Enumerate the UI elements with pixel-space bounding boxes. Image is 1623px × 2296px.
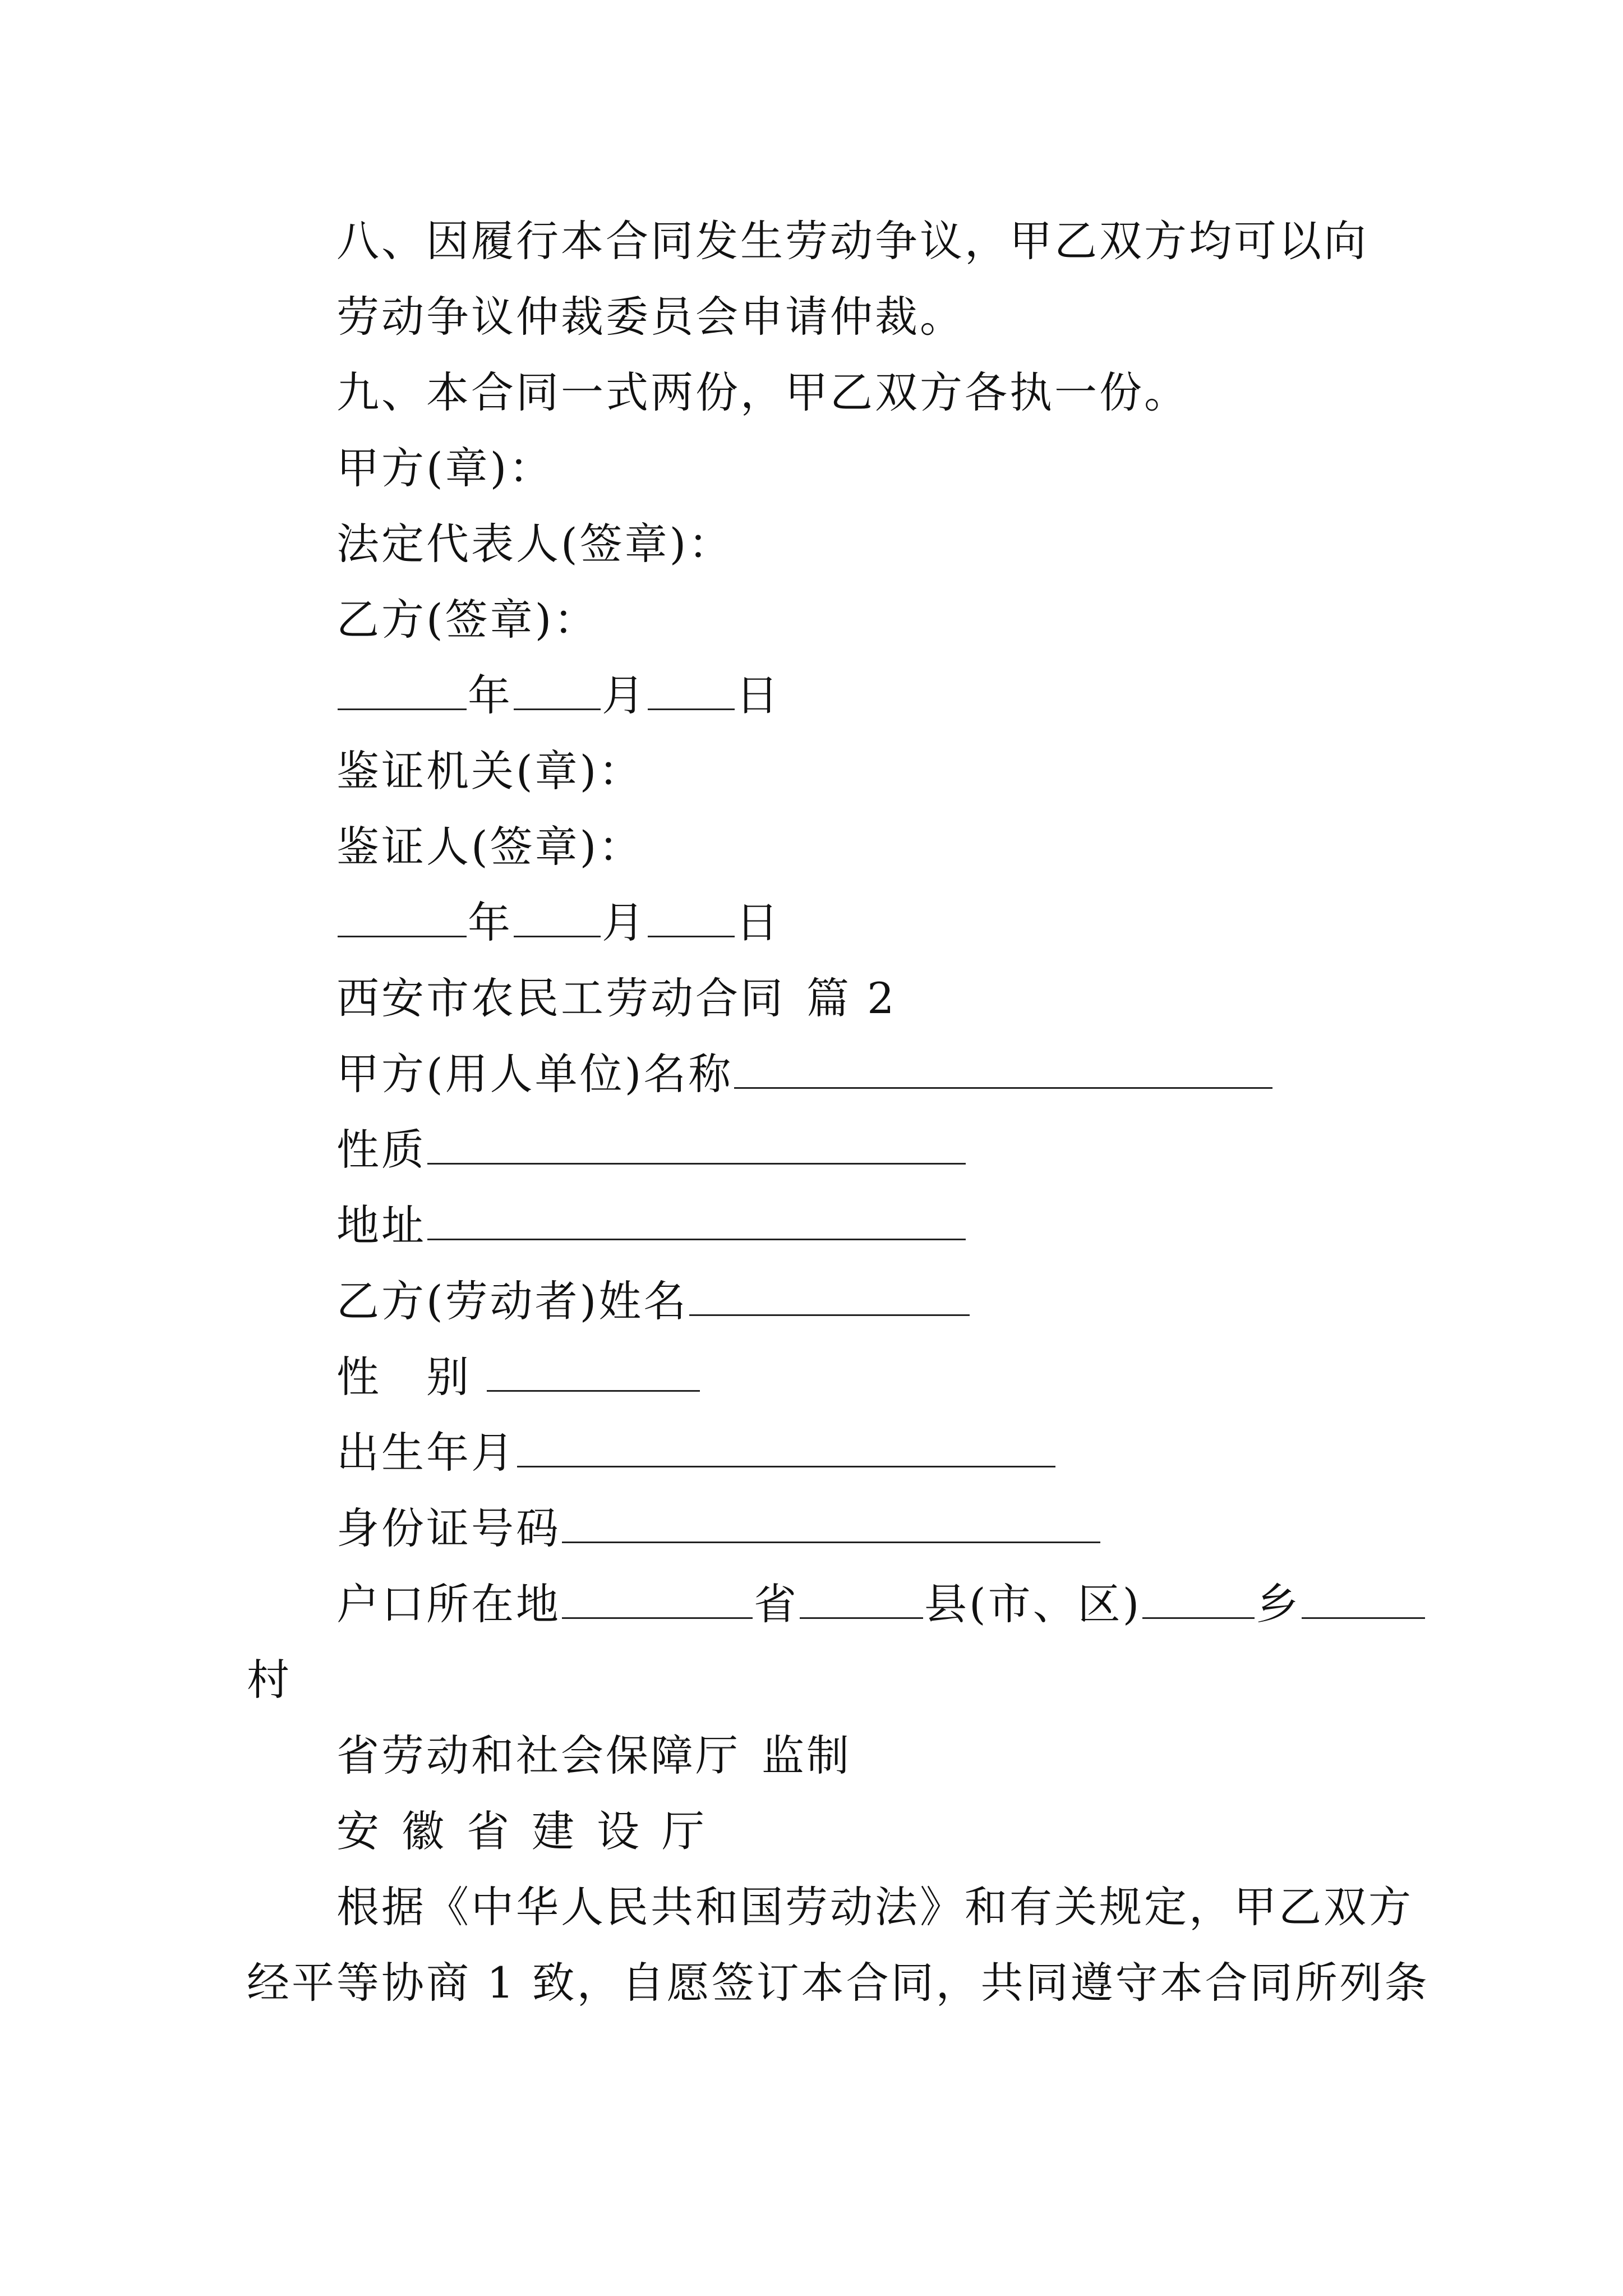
id-number-field bbox=[336, 1498, 1101, 1559]
nature-blank bbox=[427, 1124, 966, 1165]
month-blank bbox=[514, 669, 601, 710]
legal-representative-label: 法定代表人(签章)： bbox=[336, 519, 734, 569]
clause-eight-line-1: 八、因履行本合同发生劳动争议，甲乙双方均可以向 bbox=[336, 216, 1368, 266]
supervisor-suffix: 监制 bbox=[762, 1731, 851, 1780]
year-blank bbox=[338, 669, 467, 710]
village-label: 村 bbox=[247, 1655, 292, 1705]
party-b-name-blank bbox=[689, 1275, 970, 1316]
ministry-label: 安徽省建设厅 bbox=[336, 1806, 727, 1856]
sign-date-line-1 bbox=[336, 665, 781, 726]
supervisor-line bbox=[336, 1725, 851, 1787]
birth-blank bbox=[517, 1427, 1055, 1467]
preamble-line-2: 经平等协商 1 致，自愿签订本合同，共同遵守本合同所列条 bbox=[247, 1958, 1430, 2008]
sign-date-line-2 bbox=[336, 892, 781, 954]
party-a-name-field bbox=[336, 1043, 1274, 1105]
id-number-label: 身份证号码 bbox=[336, 1503, 561, 1553]
month-blank bbox=[514, 896, 601, 937]
village-blank bbox=[1302, 1578, 1425, 1619]
party-b-signature-label: 乙方(签章)： bbox=[336, 595, 599, 645]
address-blank bbox=[427, 1199, 966, 1240]
party-a-seal-label: 甲方(章)： bbox=[336, 443, 554, 493]
birth-label: 出生年月 bbox=[336, 1428, 516, 1478]
year-label: 年 bbox=[468, 670, 513, 720]
party-b-name-label: 乙方(劳动者)姓名 bbox=[336, 1276, 689, 1326]
gender-label: 性 别 bbox=[336, 1352, 486, 1402]
clause-eight-line-2: 劳动争议仲裁委员会申请仲裁。 bbox=[336, 292, 965, 342]
gender-field bbox=[336, 1346, 701, 1408]
month-label: 月 bbox=[602, 670, 647, 720]
section-title-part: 篇 2 bbox=[806, 973, 897, 1023]
id-number-blank bbox=[562, 1502, 1100, 1543]
township-label: 乡 bbox=[1256, 1579, 1301, 1629]
nature-label: 性质 bbox=[336, 1125, 426, 1175]
birth-field bbox=[336, 1422, 1057, 1484]
address-label: 地址 bbox=[336, 1200, 426, 1250]
county-label: 县(市、区) bbox=[924, 1579, 1142, 1629]
certifying-authority-label: 鉴证机关(章)： bbox=[336, 746, 644, 796]
year-label: 年 bbox=[468, 898, 513, 947]
province-blank bbox=[562, 1578, 753, 1619]
hukou-field bbox=[336, 1573, 1426, 1635]
certifier-label: 鉴证人(签章)： bbox=[336, 822, 644, 872]
hukou-label: 户口所在地 bbox=[336, 1579, 561, 1629]
month-label: 月 bbox=[602, 898, 647, 947]
day-blank bbox=[648, 896, 735, 937]
section-title bbox=[336, 968, 897, 1029]
nature-field bbox=[336, 1119, 967, 1181]
address-field bbox=[336, 1195, 967, 1257]
party-b-name-field bbox=[336, 1271, 971, 1332]
county-blank bbox=[800, 1578, 923, 1619]
party-a-name-label: 甲方(用人单位)名称 bbox=[336, 1049, 734, 1099]
party-a-name-blank bbox=[734, 1048, 1272, 1089]
township-blank bbox=[1142, 1578, 1255, 1619]
day-label: 日 bbox=[736, 670, 781, 720]
province-label: 省 bbox=[754, 1579, 799, 1629]
clause-nine: 九、本合同一式两份，甲乙双方各执一份。 bbox=[336, 367, 1189, 417]
supervisor-label: 省劳动和社会保障厅 bbox=[336, 1731, 740, 1780]
section-title-main: 西安市农民工劳动合同 bbox=[336, 973, 785, 1023]
gender-blank bbox=[487, 1351, 700, 1392]
preamble-line-1: 根据《中华人民共和国劳动法》和有关规定，甲乙双方 bbox=[336, 1882, 1413, 1932]
day-blank bbox=[648, 669, 735, 710]
year-blank bbox=[338, 896, 467, 937]
day-label: 日 bbox=[736, 898, 781, 947]
